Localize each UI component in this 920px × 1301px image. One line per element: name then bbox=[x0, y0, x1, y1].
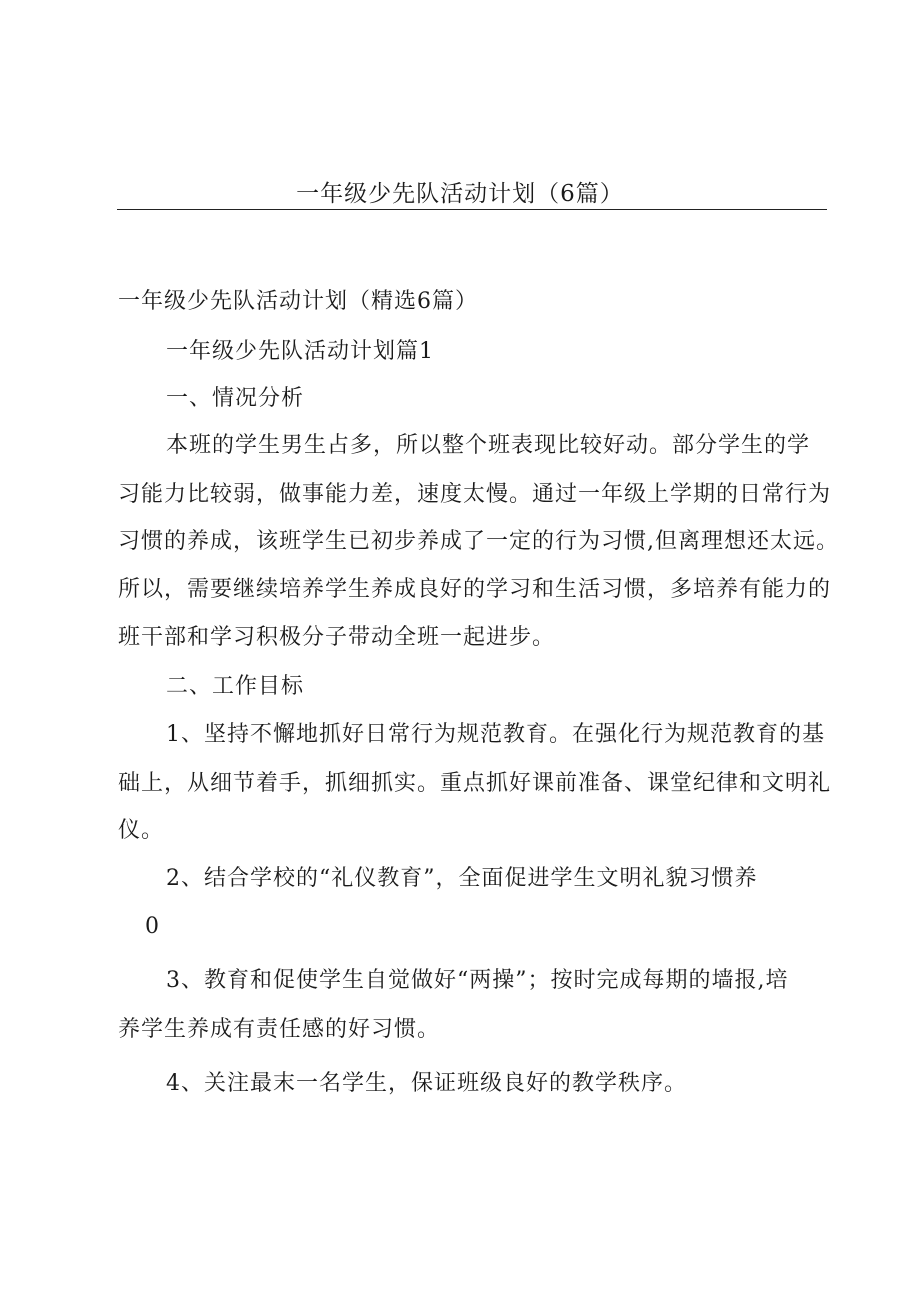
paragraph-line: 础上，从细节着手，抓细抓实。重点抓好课前准备、课堂纪律和文明礼 bbox=[118, 771, 832, 796]
paragraph-line: 仪。 bbox=[118, 818, 165, 843]
paragraph-line: 1、坚持不懈地抓好日常行为规范教育。在强化行为规范教育的基 bbox=[166, 722, 825, 747]
paragraph-line: 班干部和学习积极分子带动全班一起进步。 bbox=[118, 625, 556, 650]
subtitle-line: 一年级少先队活动计划（精选6篇） bbox=[118, 289, 478, 314]
paragraph-line: 养学生养成有责任感的好习惯。 bbox=[118, 1017, 441, 1042]
section-heading: 二、工作目标 bbox=[166, 674, 305, 699]
paragraph-line: 2、结合学校的“礼仪教育”，全面促进学生文明礼貌习惯养 bbox=[166, 866, 758, 891]
paragraph-line: 所以，需要继续培养学生养成良好的学习和生活习惯，多培养有能力的 bbox=[118, 577, 832, 602]
paragraph-line: 本班的学生男生占多，所以整个班表现比较好动。部分学生的学 bbox=[166, 433, 811, 458]
section-heading: 一、情况分析 bbox=[166, 386, 305, 411]
document-title: 一年级少先队活动计划（6篇） bbox=[296, 181, 624, 207]
paragraph-line: 0 bbox=[145, 914, 160, 939]
paragraph-line: 习惯的养成，该班学生已初步养成了一定的行为习惯,但离理想还太远。 bbox=[118, 529, 839, 554]
paragraph-line: 3、教育和促使学生自觉做好“两操”；按时完成每期的墙报,培 bbox=[166, 968, 789, 993]
section-heading: 一年级少先队活动计划篇1 bbox=[166, 339, 434, 364]
paragraph-line: 4、关注最末一名学生，保证班级良好的教学秩序。 bbox=[166, 1071, 687, 1096]
paragraph-line: 习能力比较弱，做事能力差，速度太慢。通过一年级上学期的日常行为 bbox=[118, 482, 832, 507]
title-underline bbox=[117, 209, 827, 210]
